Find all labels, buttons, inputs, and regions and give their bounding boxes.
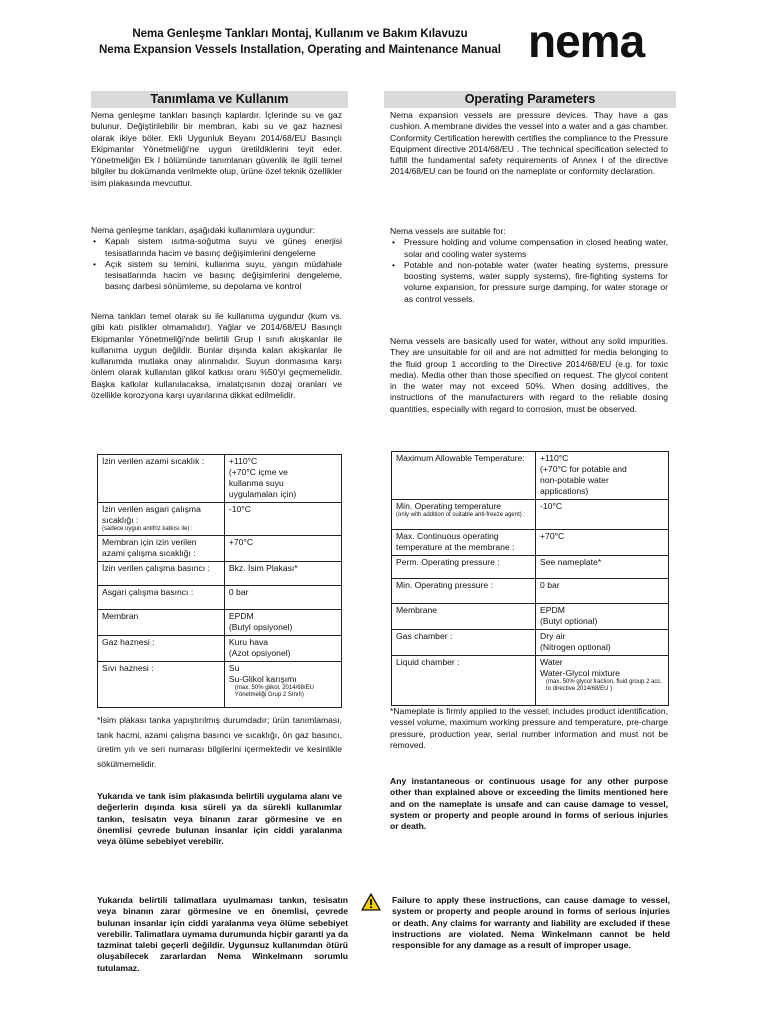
spec-label-note: (sadece uygun antifriz katkısı ile) : xyxy=(102,526,193,532)
spec-value: EPDM xyxy=(540,605,565,615)
spec-value-cell xyxy=(224,562,341,586)
spec-row xyxy=(392,604,669,630)
spec-value: EPDM xyxy=(228,611,254,621)
media-paragraph-en: Nema vessels are basically used for water, without any solid impurities. They are unsuitable for oil and are not admitted for media belonging to the fluid group 1 according to the Directive 2014/68/EU (e.g. for toxic media). Media other than those specified on request. The glycol content in the water may not exceed 50%. When dosing additives, the instructions of the manufacturers with regard to the reliable dosing quantities, especially with regard to corrosion, must be observed. xyxy=(390,336,668,414)
spec-label: İzin verilen azami sıcaklık : xyxy=(102,456,205,466)
spec-value: +110°C xyxy=(228,456,258,466)
spec-label-cell xyxy=(392,452,536,500)
spec-value: applications) xyxy=(540,486,589,496)
spec-value: uygulamaları için) xyxy=(228,489,297,499)
spec-value: (Azot opsiyonel) xyxy=(228,648,291,658)
nema-logo: nema xyxy=(528,15,645,67)
spec-label-cell xyxy=(98,636,225,662)
spec-value: Water-Glycol mixture xyxy=(540,668,620,678)
spec-label-cell xyxy=(98,455,225,503)
spec-label-cell xyxy=(392,579,536,604)
spec-value: kullanma suyu xyxy=(228,478,284,488)
spec-row xyxy=(98,636,342,662)
intro-paragraph-en: Nema expansion vessels are pressure devices. Thay have a gas cushion. A membrane divides the vessel into a water and a gas chamber. Conformity Certification herewith certifies the compliance to the Pressure Equipment directive 2014/68/EU . The technical specification selected to fulfill the fundamental safety requirements of Annex I of the directive 2014/68/EU can be found on the nameplate or conformity declaration. xyxy=(390,110,668,177)
spec-label-cell xyxy=(98,562,225,586)
spec-row xyxy=(392,630,669,656)
spec-label-cell xyxy=(392,604,536,630)
usage-list-tr xyxy=(91,225,342,293)
spec-label: Maximum Allowable Temperature: xyxy=(396,453,525,463)
spec-label-cell xyxy=(392,530,536,556)
media-paragraph-tr: Nema tankları temel olarak su ile kullanıma uygundur (kum vs. gibi katı pislikler olmamalıdır). Yağlar ve 2014/68/EU Basınçlı Ekipmanlar Yönetmeliği'nde belirtili Grup I sınıfı akışkanlar ile kullanıma uygun değildir. Bunlar dışında kalan akışkanlar ile kullanımda mutlaka onay alınmalıdır. Suyun donmasına karşı önlem olarak kullanılan glikol katkısı oranı %50'yi geçmemelidir. Başka katkılar kullanılacaksa, imalatçısının dozaj oranları ve özellikle korozyona karşı uyarılarına dikkat edilmelidir. xyxy=(91,311,342,401)
spec-row xyxy=(392,530,669,556)
spec-row xyxy=(392,656,669,706)
spec-value: Kuru hava xyxy=(228,637,269,647)
liability-warning-en: Failure to apply these instructions, can cause damage to vessel, system or property and people around in forms of serious injuries or death. Any claims for warranty and liability are excluded if these instructions are violated. Nema Winkelmann cannot be held responsible for any damage as a result of improper usage. xyxy=(392,895,670,951)
spec-value-cell xyxy=(224,610,341,636)
spec-row xyxy=(392,579,669,604)
spec-value: 0 bar xyxy=(228,587,249,597)
usage-item-en: • Potable and non-potable water (water heating systems, pressure boosting systems, water supply systems), fire-fighting systems for volume expansion, for pressure surge damping, for water storage or as control vessels. xyxy=(404,260,668,305)
section-heading-tr: Tanımlama ve Kullanım xyxy=(91,91,348,108)
spec-row xyxy=(98,610,342,636)
spec-row xyxy=(392,500,669,530)
document-title-en: Nema Expansion Vessels Installation, Operating and Maintenance Manual xyxy=(99,44,501,56)
spec-label: Membrane xyxy=(396,605,438,615)
spec-label: Min. Operating pressure : xyxy=(396,580,493,590)
nameplate-footnote-tr: *İsim plakası tanka yapıştırılmış durumdadır; ürün tanımlaması, tank hacmi, azami çalışma basıncı ve sıcaklığı, ön gaz basıncı, üretim yılı ve seri numarası bilgilerini içermektedir ve kesinlikle sökülmemelidir. xyxy=(97,715,342,769)
usage-warning-tr: Yukarıda ve tank isim plakasında belirtili uygulama alanı ve değerlerin dışında kısa süreli ya da sürekli kullanımlar tankın, tesisatın veya binanın zarar görmesine ve en önemlisi çevrede bulunan insanlar için ciddi yaralanma veya ölüme sebebiyet verebilir. xyxy=(97,791,342,847)
spec-value-cell xyxy=(536,500,669,530)
spec-value: Bkz. İsim Plakası* xyxy=(228,563,298,573)
spec-value-cell xyxy=(536,656,669,706)
spec-value: (Nitrogen optional) xyxy=(540,642,611,652)
usage-item-tr: • Açık sistem su temini, kullanma suyu, yangın müdahale tesisatlarında hacim ve basınç değişimlerini dengeleme, basınç darbesi sönümleme, su depolama ve kontrol xyxy=(105,259,342,293)
spec-row xyxy=(98,536,342,562)
spec-value: +70°C xyxy=(228,537,254,547)
spec-label: İzin verilen asgari çalışma sıcaklığı : xyxy=(102,504,201,525)
spec-value-cell xyxy=(224,503,341,536)
spec-label-note: (only with addition of suitable anti-freeze agent) : xyxy=(396,512,526,518)
spec-value: Su xyxy=(228,663,240,673)
spec-row xyxy=(98,503,342,536)
spec-value-cell xyxy=(536,452,669,500)
spec-label-cell xyxy=(98,610,225,636)
spec-row xyxy=(98,586,342,610)
spec-row xyxy=(98,562,342,586)
spec-label: Sıvı haznesi : xyxy=(102,663,154,673)
spec-value-note: (max. 50% glycol fraction, fluid group 2 acc. to directive 2014/68/EU ) xyxy=(546,679,663,692)
usage-item-tr: • Kapalı sistem ısıtma-soğutma suyu ve güneş enerjisi tesisatlarında hacim ve basınç değişimlerini dengeleme xyxy=(105,236,342,259)
spec-value: See nameplate* xyxy=(540,557,602,567)
spec-value-cell xyxy=(224,586,341,610)
spec-label: Gaz haznesi : xyxy=(102,637,155,647)
spec-label-cell xyxy=(98,536,225,562)
intro-paragraph-tr: Nema genleşme tankları basınçlı kaplardır. İçlerinde su ve gaz bulunur. Değiştirilebilir bir membran, kabı su ve gaz haznesi olarak ikiye böler. Ekli Uygunluk Beyanı 2014/68/EU Basınçlı Ekipmanlar Yönetmeliği'ne uygun üretildiklerini teyit eder. Yönetmeliğin Ek I bölümünde tanımlanan güvenlik ile ilgili temel bilgiler bu dokümanda verilmekte olup, ürüne özel teknik özellikler isim plakasında mevcuttur. xyxy=(91,110,342,188)
spec-label: Min. Operating temperature xyxy=(396,501,502,511)
warning-triangle-icon xyxy=(361,893,381,911)
spec-label: Perm. Operating pressure : xyxy=(396,557,500,567)
spec-row xyxy=(98,455,342,503)
spec-value: 0 bar xyxy=(540,580,560,590)
spec-label-cell xyxy=(392,500,536,530)
nameplate-footnote-en: *Nameplate is firmly applied to the vessel; includes product identification, vessel volume, maximum working pressure and temperature, pre-charge pressure, production year, serial number information and must not be removed. xyxy=(390,706,668,750)
spec-label: Membran xyxy=(102,611,139,621)
spec-label-cell xyxy=(392,656,536,706)
spec-value-cell xyxy=(536,556,669,579)
spec-row xyxy=(392,556,669,579)
usage-intro-en: Nema vessels are suitable for: xyxy=(390,226,506,236)
spec-value: non-potable water xyxy=(540,475,609,485)
spec-value: -10°C xyxy=(228,504,251,514)
spec-value-cell xyxy=(536,530,669,556)
spec-label-cell xyxy=(98,586,225,610)
spec-label-cell xyxy=(98,503,225,536)
spec-label: Membran için izin verilen azami çalışma sıcaklığı : xyxy=(102,537,197,558)
spec-value: +110°C xyxy=(540,453,569,463)
spec-value: -10°C xyxy=(540,501,563,511)
usage-list-en xyxy=(390,226,668,305)
spec-value-cell xyxy=(224,455,341,503)
spec-value: Su-Glikol karışımı xyxy=(228,674,297,684)
spec-row xyxy=(98,662,342,708)
usage-item-en: • Pressure holding and volume compensation in closed heating water, solar and cooling water systems xyxy=(404,237,668,260)
spec-value-cell xyxy=(536,604,669,630)
spec-value: (+70°C for potable and xyxy=(540,464,627,474)
spec-value-note: (max. 50% glikol, 2014/68/EU Yönetmeliği Grup 2 Sınıfı) xyxy=(234,685,314,698)
spec-value: Dry air xyxy=(540,631,566,641)
spec-table-tr xyxy=(97,454,342,708)
document-title-tr: Nema Genleşme Tankları Montaj, Kullanım ve Bakım Kılavuzu xyxy=(132,28,468,40)
spec-table-en xyxy=(391,451,669,706)
spec-label-cell xyxy=(392,556,536,579)
spec-value-cell xyxy=(224,662,341,708)
spec-value: +70°C xyxy=(540,531,565,541)
spec-value-cell xyxy=(536,579,669,604)
usage-warning-en: Any instantaneous or continuous usage for any other purpose other than explained above or exceeding the limits mentioned here and on the nameplate is unsafe and can cause damage to vessel, system or property and people around in forms of serious injuries or death. xyxy=(390,776,668,832)
spec-row xyxy=(392,452,669,500)
spec-label: İzin verilen çalışma basıncı : xyxy=(102,563,210,573)
usage-intro-tr: Nema genleşme tankları, aşağıdaki kullanımlara uygundur: xyxy=(91,225,316,235)
spec-value: Water xyxy=(540,657,563,667)
spec-label-cell xyxy=(392,630,536,656)
spec-value-cell xyxy=(224,636,341,662)
spec-label: Liquid chamber : xyxy=(396,657,460,667)
spec-label: Asgari çalışma basıncı : xyxy=(102,587,194,597)
spec-label: Max. Continuous operating temperature at the membrane : xyxy=(396,531,515,552)
spec-value: (Butyl opsiyonel) xyxy=(228,622,293,632)
spec-value-cell xyxy=(224,536,341,562)
spec-value-cell xyxy=(536,630,669,656)
section-heading-en: Operating Parameters xyxy=(384,91,676,108)
spec-value: (+70°C içme ve xyxy=(228,467,288,477)
spec-label-cell xyxy=(98,662,225,708)
spec-value: (Butyl optional) xyxy=(540,616,598,626)
spec-label: Gas chamber : xyxy=(396,631,453,641)
liability-warning-tr: Yukarıda belirtili talimatlara uyulmaması tankın, tesisatın veya binanın zarar görmesine ve en önemlisi, çevrede bulunan insanlar için ciddi yaralanma veya ölüme sebebiyet verebilir. Talimatlara uymama durumunda hiçbir garanti ya da tazminat talebi geçerli değildir. Uygunsuz kullanımdan ötürü oluşabilecek zararlardan Nema Winkelmann sorumlu tutulamaz. xyxy=(97,895,348,973)
